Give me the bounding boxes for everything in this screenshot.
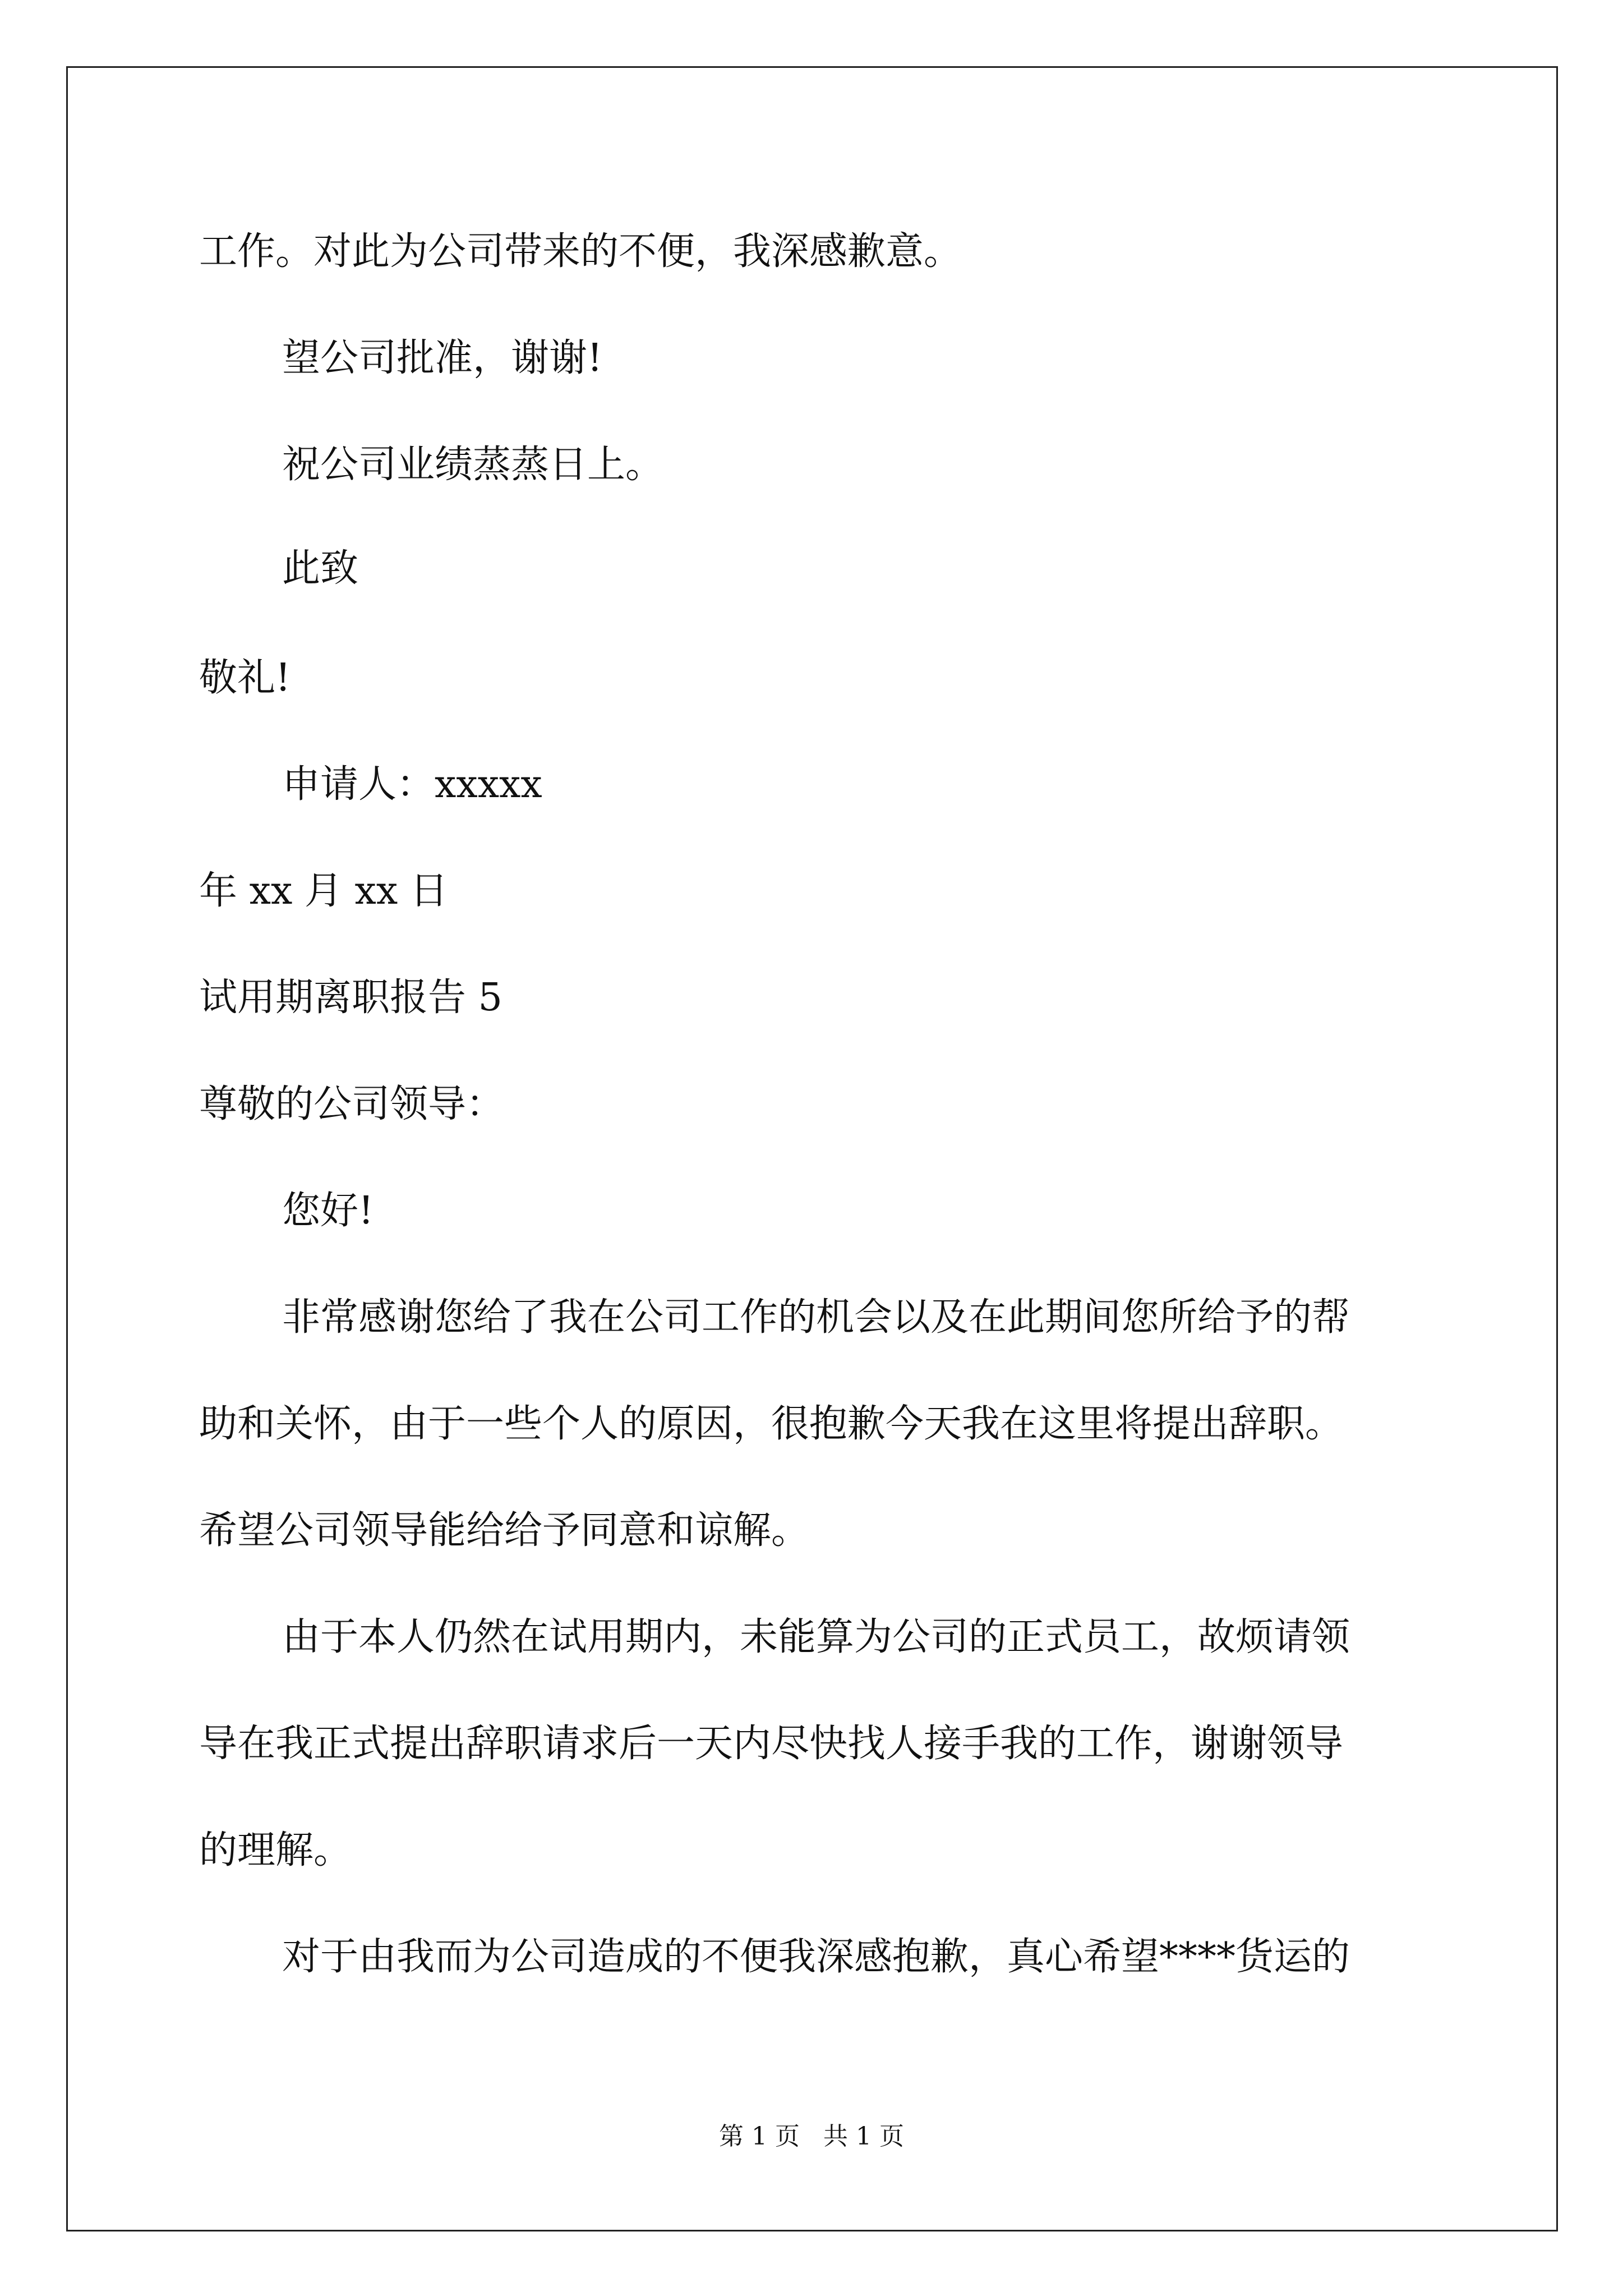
text-line: 希望公司领导能给给予同意和谅解。 (199, 1508, 810, 1553)
date-line: 年 xx 月 xx 日 (199, 869, 448, 913)
greeting-line: 尊敬的公司领导： (199, 1082, 505, 1126)
text-line: 的理解。 (199, 1828, 352, 1872)
text-line: 非常感谢您给了我在公司工作的机会以及在此期间您所给予的帮 (282, 1295, 1350, 1340)
text-line: 导在我正式提出辞职请求后一天内尽快找人接手我的工作，谢谢领导 (199, 1722, 1344, 1766)
text-line: 对于由我而为公司造成的不便我深感抱歉，真心希望****货运的 (282, 1935, 1350, 1979)
applicant-line: 申请人：xxxxx (282, 762, 542, 807)
text-line: 由于本人仍然在试用期内，未能算为公司的正式员工，故烦请领 (282, 1615, 1350, 1659)
text-line: 工作。对此为公司带来的不便，我深感歉意。 (199, 229, 962, 274)
closing-salutation: 此致 (282, 546, 359, 591)
closing-regards: 敬礼! (199, 656, 291, 700)
text-line: 望公司批准，谢谢! (282, 336, 603, 380)
page-number-footer: 第 1 页 共 1 页 (719, 2122, 904, 2151)
section-title: 试用期离职报告 5 (199, 976, 502, 1020)
text-line: 祝公司业绩蒸蒸日上。 (282, 443, 664, 487)
text-line: 您好! (282, 1189, 374, 1233)
text-line: 助和关怀，由于一些个人的原因，很抱歉今天我在这里将提出辞职。 (199, 1402, 1344, 1446)
